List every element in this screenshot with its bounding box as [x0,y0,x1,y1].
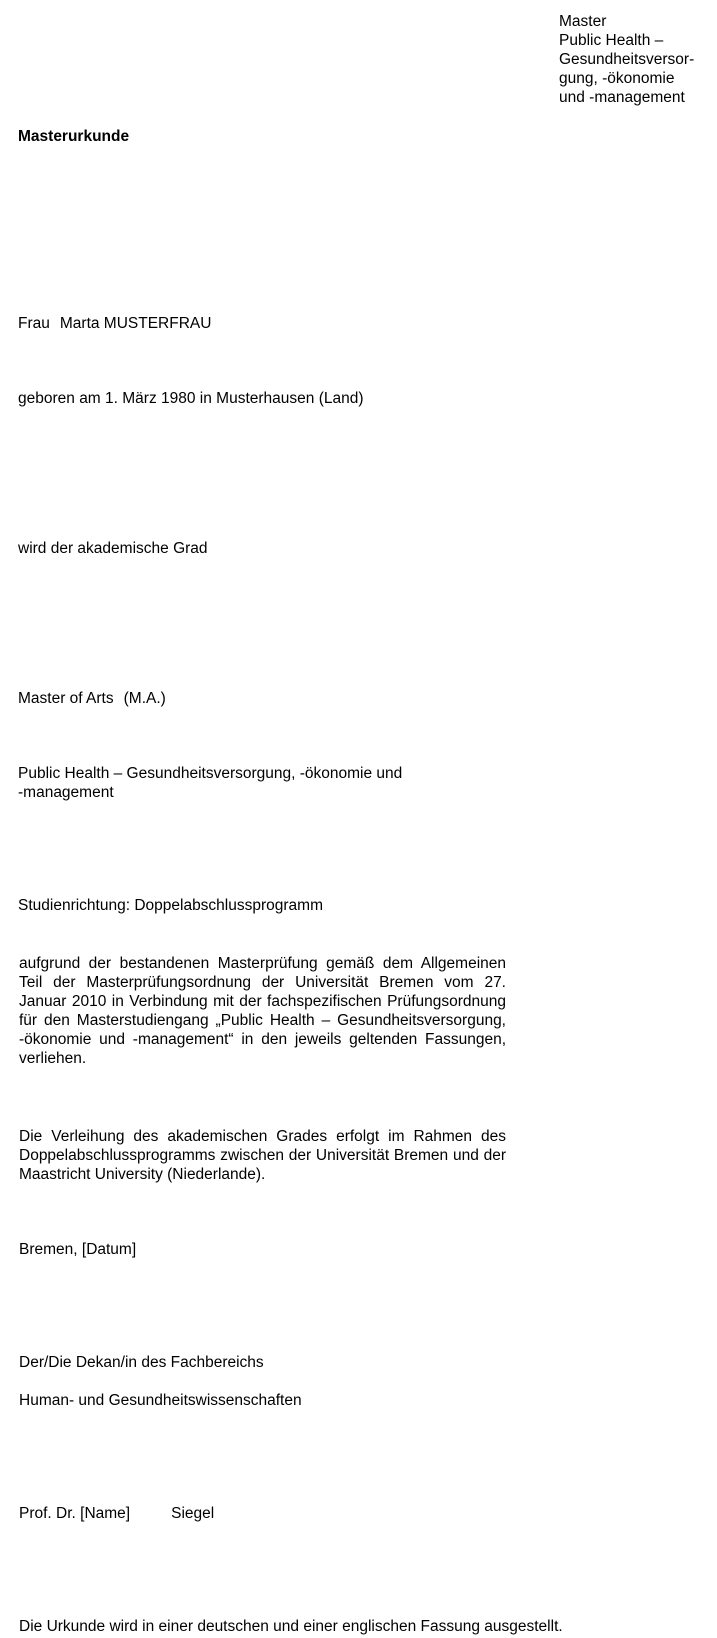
degree-intro: wird der akademische Grad [18,540,208,557]
birth-line: geboren am 1. März 1980 in Musterhausen (Land) [18,390,364,407]
dean-title: Der/Die Dekan/in des Fachbereichs [19,1354,264,1371]
legal-basis-paragraph: aufgrund der bestandenen Masterprüfung gemäß dem Allgemeinen Teil der Masterprüfungsordnung der Universität Bremen vom 27. Januar 2010 in Verbindung mit der fachspezifischen Prüfungsordnung für den Masterstudiengang „Public Health – Gesundheitsversorgung, -ökonomie und -management“ in den jeweils geltenden Fassungen, verliehen. [19,955,506,1067]
corner-line: gung, -ökonomie [559,70,675,87]
double-degree-paragraph: Die Verleihung des akademischen Grades erfolgt im Rahmen des Doppelabschlussprogramms zwischen der Universität Bremen und der Maastricht University (Niederlande). [19,1128,506,1183]
study-direction: Studienrichtung: Doppelabschlussprogramm [18,897,323,914]
place-date: Bremen, [Datum] [19,1241,137,1258]
degree-program [18,764,402,802]
degree-name: Master of Arts [18,690,114,707]
corner-line: Public Health – [559,32,664,49]
program-line: -management [18,784,114,801]
signature-line [19,1504,214,1523]
document-title: Masterurkunde [18,128,130,145]
corner-line: und -management [559,89,685,106]
seal-label: Siegel [171,1505,215,1522]
recipient-salutation: Frau [18,315,50,332]
degree-abbreviation: (M.A.) [123,690,166,707]
corner-line: Gesundheitsversor- [559,51,695,68]
corner-line: Master [559,13,607,30]
footer-note: Die Urkunde wird in einer deutschen und einer englischen Fassung ausgestellt. [19,1618,563,1635]
degree-line [18,689,166,708]
faculty-name: Human- und Gesundheitswissenschaften [19,1392,302,1409]
recipient-line [18,314,211,333]
program-corner-label [559,12,694,107]
program-line: Public Health – Gesundheitsversorgung, -ökonomie und [18,765,403,782]
signer-name: Prof. Dr. [Name] [19,1505,131,1522]
recipient-name: Marta MUSTERFRAU [59,315,212,332]
